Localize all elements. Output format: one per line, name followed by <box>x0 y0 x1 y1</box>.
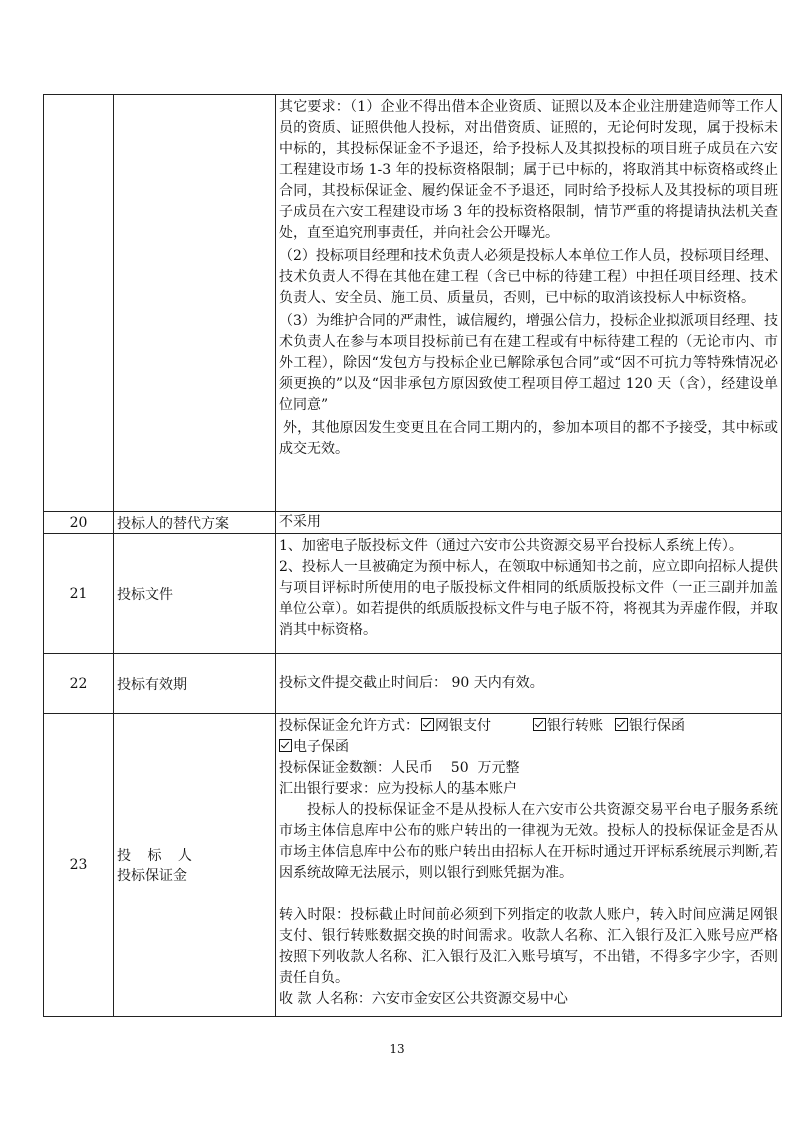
payee-name: 收 款 人名称：六安市金安区公共资源交易中心 <box>279 991 568 1007</box>
bid-file-item-1: 1、加密电子版投标文件（通过六安市公共资源交易平台投标人系统上传）。 <box>279 538 743 554</box>
row-number-cell <box>44 95 114 512</box>
deposit-methods-label: 投标保证金允许方式： <box>279 718 419 734</box>
row-content: 不采用 <box>279 514 321 530</box>
page-number: 13 <box>389 1042 405 1056</box>
option-bank-transfer: 银行转账 <box>547 718 603 734</box>
table-row-22 <box>44 654 782 714</box>
row-number: 23 <box>44 714 114 1017</box>
row-name-line2: 投标保证金 <box>117 868 187 884</box>
checkbox-checked-icon <box>279 739 292 752</box>
bid-info-table <box>43 94 782 1017</box>
other-requirements-4: 外，其他原因发生变更且在合同工期内的，参加本项目的都不予接受，其中标或成交无效。 <box>279 420 778 457</box>
deposit-source-rule: 投标人的投标保证金不是从投标人在六安市公共资源交易平台电子服务系统市场主体信息库中公布的账户转出的一律视为无效。投标人的投标保证金是否从市场主体信息库中公布的账户转出由招标人在开标时通过开评标系统展示判断,若因系统故障无法展示，则以银行到账凭据为准。 <box>279 802 778 881</box>
row-content-cell <box>276 534 782 654</box>
option-e-guarantee: 电子保函 <box>293 739 349 755</box>
checkbox-checked-icon <box>533 718 546 731</box>
row-number: 20 <box>44 512 114 534</box>
row-name: 投标有效期 <box>114 654 276 714</box>
bank-requirement: 汇出银行要求：应为投标人的基本账户 <box>279 781 517 797</box>
checkbox-checked-icon <box>615 718 628 731</box>
row-name <box>114 714 276 1017</box>
table-row-23 <box>44 714 782 1017</box>
deposit-amount: 投标保证金数额：人民币 50 万元整 <box>279 760 520 776</box>
row-name-cell <box>114 95 276 512</box>
option-online-bank: 网银支付 <box>435 718 491 734</box>
row-content: 投标文件提交截止时间后： 90 天内有效。 <box>279 675 544 691</box>
table-row-21 <box>44 534 782 654</box>
row-name: 投标文件 <box>114 534 276 654</box>
transfer-deadline-rule: 转入时限：投标截止时间前必须到下列指定的收款人账户，转入时间应满足网银支付、银行转账数据交换的时间需求。收款人名称、汇入银行及汇入账号应严格按照下列收款人名称、汇入银行及汇入账号填写，不出错，不得多字少字，否则责任自负。 <box>279 907 778 986</box>
other-requirements-1: 其它要求：（1）企业不得出借本企业资质、证照以及本企业注册建造师等工作人员的资质、证照供他人投标，对出借资质、证照的，无论何时发现，属于投标未中标的，其投标保证金不予退还，给予投标人及其拟投标的项目班子成员在六安工程建设市场 1-3 年的投标资格限制；属于已中标的，将取消其中标资格或终止合同，其投标保证金、履约保证金不予退还，同时给予投标人及其投标的项目班子成员在六安工程建设市场 3 年的投标资格限制，情节严重的将提请执法机关查处，直至追究刑事责任，并向社会公开曝光。 <box>279 99 778 241</box>
bid-file-item-2: 2、投标人一旦被确定为预中标人，在领取中标通知书之前，应立即向招标人提供与项目评标时所使用的电子版投标文件相同的纸质版投标文件（一正三副并加盖单位公章）。如若提供的纸质版投标文件与电子版不符，将视其为弄虚作假，并取消其中标资格。 <box>279 559 778 638</box>
other-requirements-2: （2）投标项目经理和技术负责人必须是投标人本单位工作人员，投标项目经理、技术负责人不得在其他在建工程（含已中标的待建工程）中担任项目经理、技术负责人、安全员、施工员、质量员，否则，已中标的取消该投标人中标资格。 <box>279 248 778 306</box>
row-content-cell <box>276 654 782 714</box>
checkbox-checked-icon <box>421 718 434 731</box>
row-content-cell <box>276 714 782 1017</box>
row-number: 22 <box>44 654 114 714</box>
row-number: 21 <box>44 534 114 654</box>
row-name-line1: 投 标 人 <box>117 848 198 864</box>
row-name: 投标人的替代方案 <box>114 512 276 534</box>
row-content-cell <box>276 95 782 512</box>
table-row-other-requirements <box>44 95 782 512</box>
table-row-20 <box>44 512 782 534</box>
deposit-methods <box>279 716 778 758</box>
row-content-cell <box>276 512 782 534</box>
option-bank-guarantee: 银行保函 <box>629 718 685 734</box>
other-requirements-3: （3）为维护合同的严肃性，诚信履约，增强公信力，投标企业拟派项目经理、技术负责人在参与本项目投标前已有在建工程或有中标待建工程的（无论市内、市外工程），除因“发包方与投标企业已解除承包合同”或“因不可抗力等特殊情况必须更换的”以及“因非承包方原因致使工程项目停工超过 120 天（含），经建设单位同意” <box>279 313 778 413</box>
